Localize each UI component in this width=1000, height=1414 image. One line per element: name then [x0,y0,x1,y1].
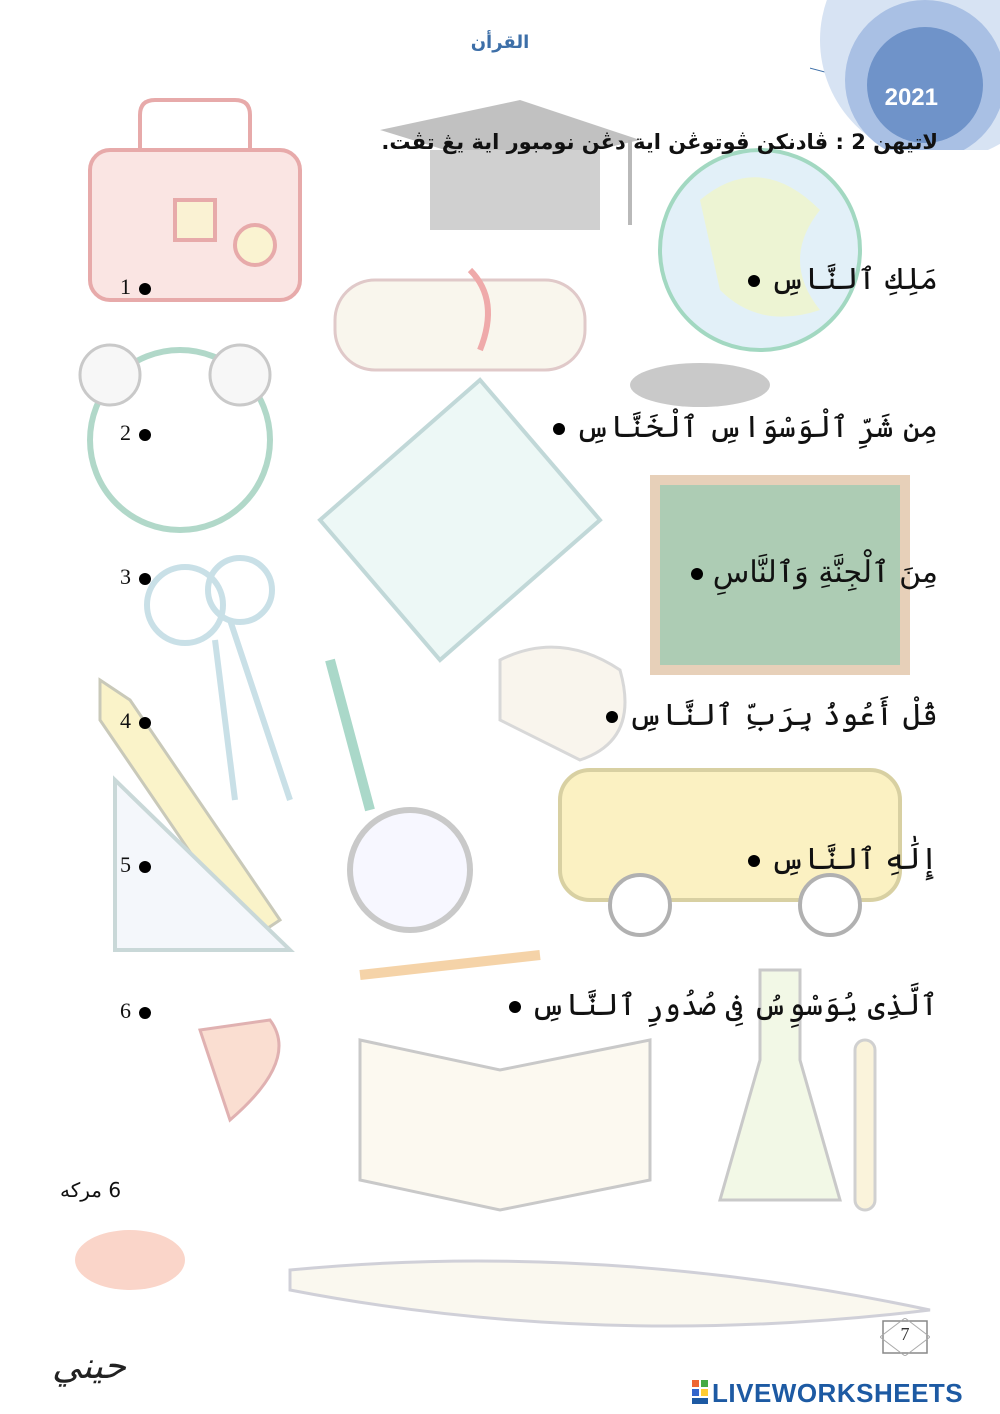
subject-title: القرأن [470,32,530,53]
verse-item[interactable] [748,842,938,877]
verse-text: إِلَٰهِ ٱلنَّاسِ [770,842,938,877]
match-dot[interactable] [139,429,151,441]
match-dot[interactable] [748,275,760,287]
marks-label: 6 مركه [60,1178,122,1202]
year-label: 2021 [884,84,938,111]
verse-number: 4 [120,708,131,733]
verse-number: 1 [120,274,131,299]
school-bag-icon [90,100,300,300]
verse-text: قُلْ أَعُوذُ بِرَبِّ ٱلنَّاسِ [628,698,938,733]
number-item[interactable] [120,274,151,300]
match-dot[interactable] [139,1007,151,1019]
verse-number: 6 [120,998,131,1023]
match-dot[interactable] [748,855,760,867]
match-dot[interactable] [606,711,618,723]
verse-item[interactable] [509,988,938,1023]
verse-number: 3 [120,564,131,589]
verse-number: 2 [120,420,131,445]
paintbrush-icon [360,955,540,975]
number-item[interactable] [120,852,151,878]
page-number: 7 [900,1324,910,1344]
brand-name[interactable]: LIVEWORKSHEETS [712,1378,964,1408]
open-book-icon [360,1040,650,1210]
match-dot[interactable] [139,283,151,295]
header-circle-decoration [810,0,1000,150]
author-signature: حيني [52,1346,126,1387]
alarm-clock-icon [80,345,270,530]
verse-text: مِن شَرِّ ٱلْوَسْوَاسِ ٱلْخَنَّاسِ [575,410,938,445]
verse-item[interactable] [606,698,938,733]
verse-item[interactable] [691,555,938,590]
match-dot[interactable] [139,717,151,729]
number-item[interactable] [120,420,151,446]
liveworksheets-logo-icon [692,1380,708,1404]
match-dot[interactable] [553,423,565,435]
graduation-cap-icon [380,100,640,230]
number-item[interactable] [120,564,151,590]
desk-lamp-icon [75,1020,279,1290]
verse-item[interactable] [553,410,938,445]
diploma-icon [335,270,585,370]
verse-item[interactable] [748,262,938,297]
verse-text: مِنَ ٱلْجِنَّةِ وَٱلنَّاسِ [712,555,938,590]
pen-icon [290,1261,930,1326]
verse-text: ٱلَّذِى يُوَسْوِسُ فِى صُدُورِ ٱلنَّاسِ [530,988,938,1023]
verse-number: 5 [120,852,131,877]
match-dot[interactable] [139,861,151,873]
magnifier-icon [330,660,470,930]
number-item[interactable] [120,998,151,1024]
verse-text: مَلِكِ ٱلنَّاسِ [770,262,938,297]
match-dot[interactable] [691,568,703,580]
number-item[interactable] [120,708,151,734]
match-dot[interactable] [509,1001,521,1013]
instruction-text: لاتيهن 2 : ڤادنكن ڤوتوڠن اية دڠن نومبور اية يڠ تڤت. [381,130,938,154]
match-dot[interactable] [139,573,151,585]
test-tube-icon [855,1040,875,1210]
